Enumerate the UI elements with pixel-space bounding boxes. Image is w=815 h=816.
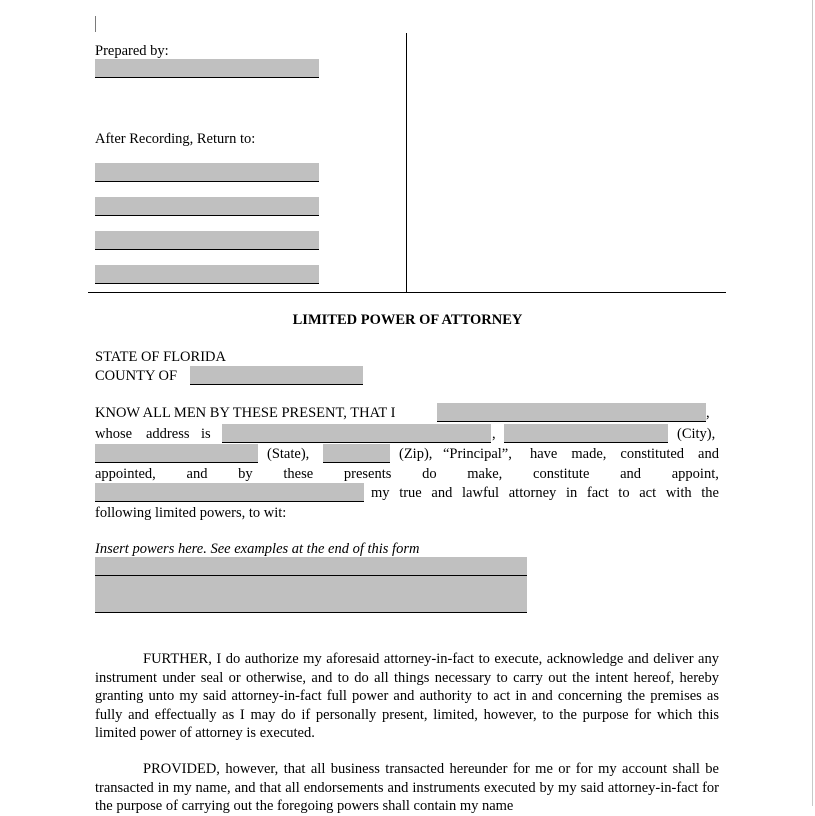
powers-field-1[interactable] — [95, 557, 527, 576]
have-made-words: have made, constituted and — [530, 446, 719, 462]
prepared-by-label: Prepared by: — [95, 43, 169, 59]
text-cursor — [95, 16, 96, 32]
state-label: (State), — [267, 446, 310, 462]
return-to-field-4[interactable] — [95, 265, 319, 284]
zip-field[interactable] — [323, 444, 390, 463]
county-field[interactable] — [190, 366, 363, 385]
provided-paragraph: PROVIDED, however, that all business transacted hereunder for me or for my account shall be transacted in my name, and that all endorsements and instruments executed by my said attorney-in-fact for the purpose of carrying out the foregoing powers shall contain my name — [95, 761, 719, 815]
whose-text: whose — [95, 426, 133, 442]
prepared-by-field[interactable] — [95, 59, 319, 78]
know-all-text: KNOW ALL MEN BY THESE PRESENT, THAT I — [95, 405, 396, 421]
address-comma: , — [492, 426, 496, 442]
page-edge — [812, 0, 813, 806]
city-label: (City), — [677, 426, 716, 442]
appointed-line: appointed, and by these presents do make, constitute and appoint, — [95, 466, 719, 482]
return-to-field-3[interactable] — [95, 231, 319, 250]
return-to-field-2[interactable] — [95, 197, 319, 216]
city-field[interactable] — [504, 424, 668, 443]
recording-divider-vertical — [406, 33, 407, 292]
zip-label: (Zip), — [399, 446, 433, 462]
state-text: STATE OF FLORIDA — [95, 349, 226, 365]
following-text: following limited powers, to wit: — [95, 505, 287, 521]
return-to-field-1[interactable] — [95, 163, 319, 182]
after-recording-label: After Recording, Return to: — [95, 131, 256, 147]
is-text: is — [201, 426, 211, 442]
recording-divider-horizontal — [88, 292, 726, 293]
principal-name-field[interactable] — [437, 403, 706, 422]
principal-label: “Principal”, — [443, 446, 512, 462]
address-text: address — [146, 426, 190, 442]
street-address-field[interactable] — [222, 424, 491, 443]
comma-text: , — [706, 405, 710, 421]
powers-field-2[interactable] — [95, 576, 527, 595]
insert-powers-hint: Insert powers here. See examples at the end of this form — [95, 541, 420, 557]
state-field[interactable] — [95, 444, 258, 463]
attorney-line-words: my true and lawful attorney in fact to act with the — [371, 485, 719, 501]
document-title: LIMITED POWER OF ATTORNEY — [292, 312, 523, 328]
powers-field-3[interactable] — [95, 594, 527, 613]
attorney-name-field[interactable] — [95, 483, 364, 502]
county-label: COUNTY OF — [95, 368, 178, 384]
further-paragraph: FURTHER, I do authorize my aforesaid attorney-in-fact to execute, acknowledge and deliver any instrument under seal or otherwise, and to do all things necessary to carry out the intent hereof, hereby granting unto my said attorney-in-fact full power and authority to act in and concerning the premises as fully and effectually as I may do if personally present, limited, however, to the purpose for which this limited power of attorney is executed. — [95, 651, 719, 742]
